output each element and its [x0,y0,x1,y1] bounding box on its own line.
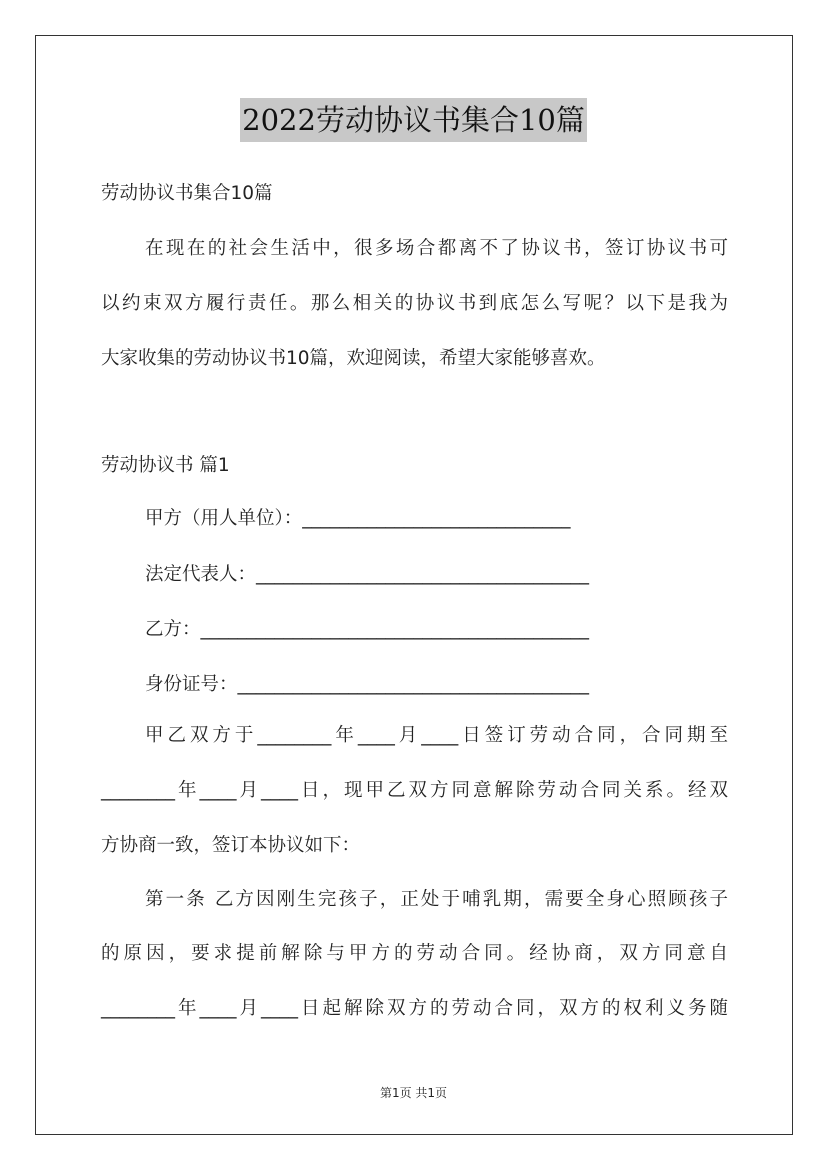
section-heading: 劳动协议书 篇1 [101,455,230,476]
page-footer: 第1页 共1页 [379,1086,448,1100]
field-party-a: 甲方（用人单位）：_____________________________ [145,508,571,529]
body-line-3: 方协商一致，签订本协议如下： [101,835,361,856]
body-line-1: 甲乙双方于________年____月____日签订劳动合同，合同期至 [145,725,728,746]
document-subtitle: 劳动协议书集合10篇 [101,183,273,204]
intro-line-2: 以约束双方履行责任。那么相关的协议书到底怎么写呢？以下是我为 [101,293,728,314]
field-party-b: 乙方：__________________________________________ [145,619,590,640]
field-id-number: 身份证号：______________________________________ [145,674,590,695]
title-container [0,98,827,142]
field-legal-representative: 法定代表人：____________________________________ [145,564,590,585]
body-line-2: ________年____月____日，现甲乙双方同意解除劳动合同关系。经双 [101,780,728,801]
body-line-4: 第一条 乙方因刚生完孩子，正处于哺乳期，需要全身心照顾孩子 [145,889,728,910]
intro-line-3: 大家收集的劳动协议书10篇，欢迎阅读，希望大家能够喜欢。 [101,348,606,369]
intro-line-1: 在现在的社会生活中，很多场合都离不了协议书，签订协议书可 [145,238,728,259]
document-title: 2022劳动协议书集合10篇 [240,98,587,142]
body-line-5: 的原因，要求提前解除与甲方的劳动合同。经协商，双方同意自 [101,943,728,964]
body-line-6: ________年____月____日起解除双方的劳动合同，双方的权利义务随 [101,998,728,1019]
